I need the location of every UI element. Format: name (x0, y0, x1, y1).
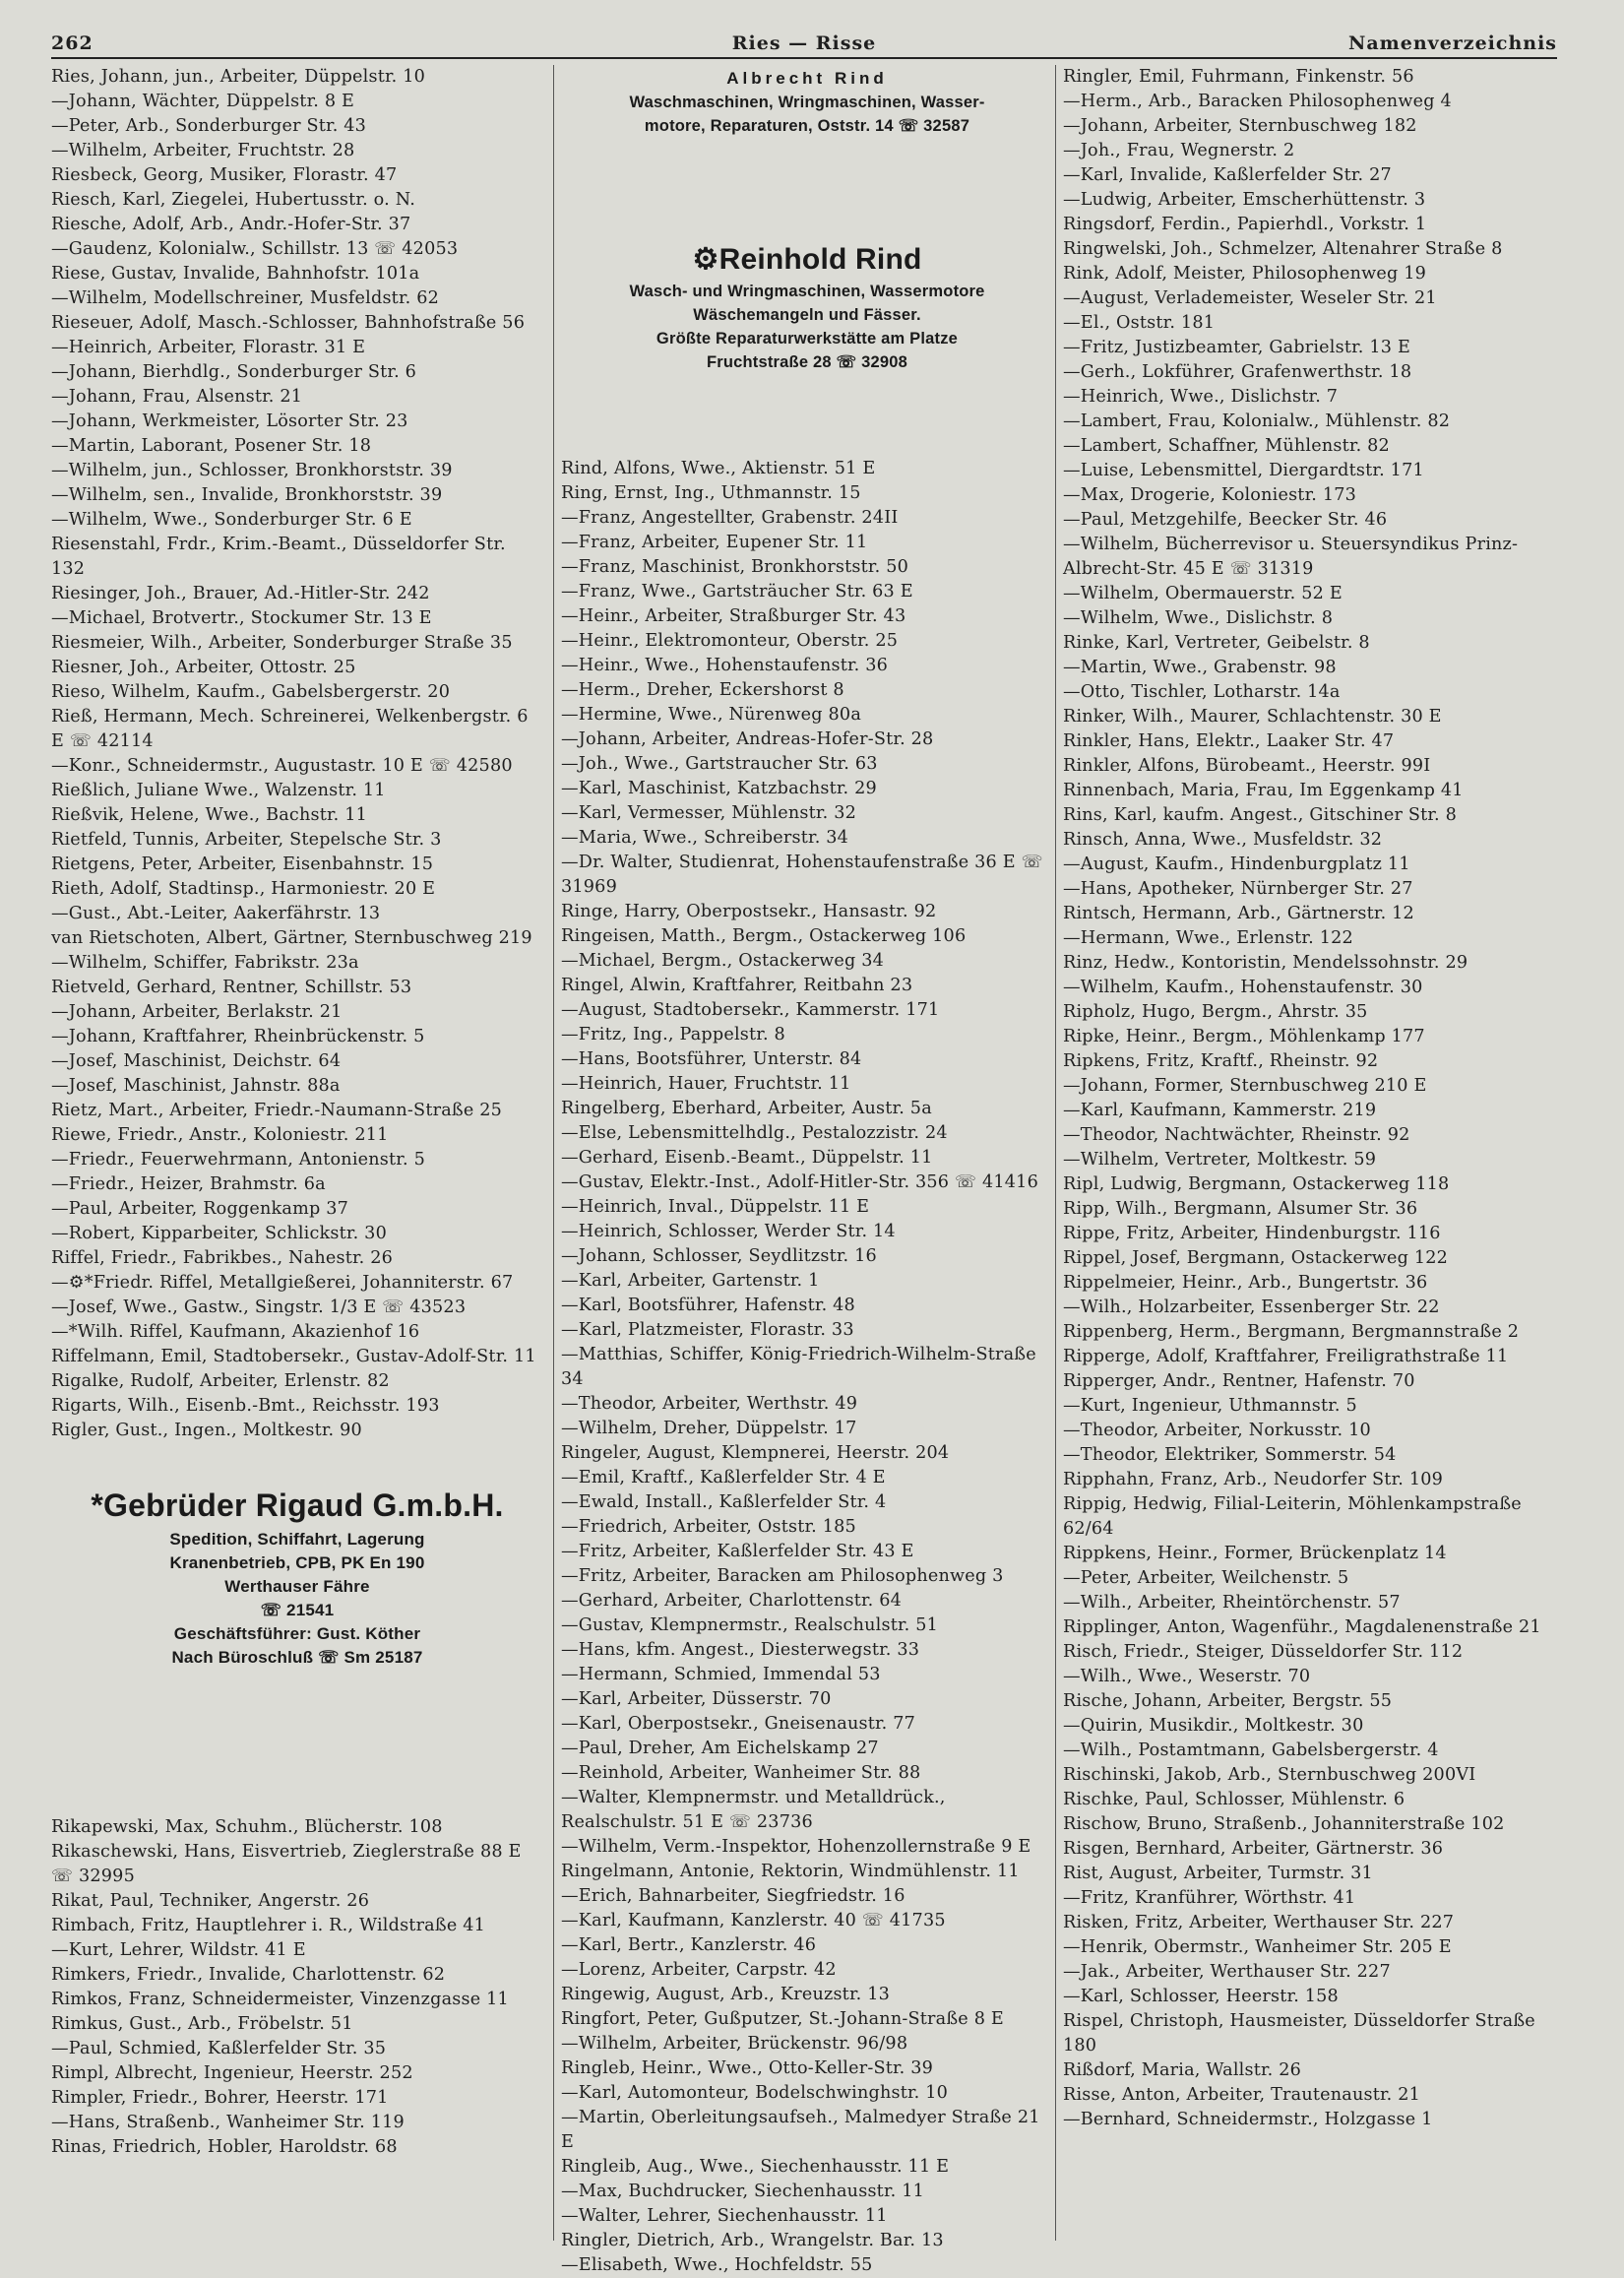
directory-entry: Ripholz, Hugo, Bergm., Ahrstr. 35 (1063, 1002, 1368, 1022)
directory-entry: —Joh., Frau, Wegnerstr. 2 (1063, 141, 1295, 160)
directory-entry: —Hermine, Wwe., Nürenweg 80a (561, 705, 862, 725)
directory-entry: —Otto, Tischler, Lotharstr. 14a (1063, 682, 1341, 702)
directory-entry: —⚙*Friedr. Riffel, Metallgießerei, Johanniterstr. 67 (51, 1273, 514, 1293)
directory-entry: —Bernhard, Schneidermstr., Holzgasse 1 (1063, 2110, 1433, 2129)
directory-entry: —Wilhelm, Schiffer, Fabrikstr. 23a (51, 953, 359, 973)
directory-entry: —Paul, Metzgehilfe, Beecker Str. 46 (1063, 510, 1388, 530)
directory-entry: —Peter, Arbeiter, Weilchenstr. 5 (1063, 1568, 1349, 1588)
directory-entry: —Elisabeth, Wwe., Hochfeldstr. 55 (561, 2255, 873, 2275)
directory-entry: —Fritz, Justizbeamter, Gabrielstr. 13 E (1063, 338, 1410, 357)
directory-entry: —Heinr., Elektromonteur, Oberstr. 25 (561, 631, 899, 651)
directory-entry: Rinkler, Hans, Elektr., Laaker Str. 47 (1063, 731, 1395, 751)
directory-entry: Rigarts, Wilh., Eisenb.-Bmt., Reichsstr. 193 (51, 1396, 440, 1416)
ad-line: Nach Büroschluß ☏ Sm 25187 (171, 1648, 423, 1667)
directory-entry: Rietz, Mart., Arbeiter, Friedr.-Naumann-Straße 25 (51, 1101, 503, 1120)
ad-line: Größte Reparaturwerkstätte am Platze (656, 330, 959, 348)
directory-entry: Ringler, Dietrich, Arb., Wrangelstr. Bar. 13 (561, 2231, 944, 2250)
directory-entry: Rieseuer, Adolf, Masch.-Schlosser, Bahnhofstraße 56 (51, 313, 526, 333)
directory-entry: —Wilhelm, Dreher, Düppelstr. 17 (561, 1419, 857, 1438)
directory-entry: —August, Verlademeister, Weseler Str. 21 (1063, 288, 1437, 308)
directory-entry: Rind, Alfons, Wwe., Aktienstr. 51 E (561, 459, 876, 478)
directory-entry: —Luise, Lebensmittel, Diergardtstr. 171 (1063, 461, 1424, 480)
directory-entry: Riesch, Karl, Ziegelei, Hubertusstr. o. N. (51, 190, 416, 210)
directory-entry: Risken, Fritz, Arbeiter, Werthauser Str. 227 (1063, 1913, 1455, 1932)
column-3 (1063, 65, 1555, 2241)
directory-entry: Rins, Karl, kaufm. Angest., Gitschiner Str. 8 (1063, 805, 1458, 825)
advertisement-reinhold-rind (561, 240, 1053, 457)
ad-line: Geschäftsführer: Gust. Köther (173, 1624, 421, 1643)
directory-entry: —Wilhelm, Modellschreiner, Musfeldstr. 62 (51, 288, 439, 308)
directory-entry: —Robert, Kipparbeiter, Schlickstr. 30 (51, 1224, 387, 1243)
directory-entry: Rimkers, Friedr., Invalide, Charlottenstr. 62 (51, 1965, 446, 1985)
directory-entry: Ringe, Harry, Oberpostsekr., Hansastr. 92 (561, 902, 937, 921)
directory-entry: Rintsch, Hermann, Arb., Gärtnerstr. 12 (1063, 904, 1414, 923)
directory-entry: Rietfeld, Tunnis, Arbeiter, Stepelsche Str. 3 (51, 830, 442, 850)
directory-entry: Ringler, Emil, Fuhrmann, Finkenstr. 56 (1063, 67, 1414, 87)
ad-line: Kranenbetrieb, CPB, PK En 190 (169, 1553, 425, 1572)
ad-firm-name: *Gebrüder Rigaud G.m.b.H. (91, 1487, 504, 1523)
directory-entry: Rießvik, Helene, Wwe., Bachstr. 11 (51, 805, 368, 825)
directory-entry: Riffelmann, Emil, Stadtobersekr., Gustav-Adolf-Str. 11 (51, 1347, 536, 1366)
directory-entry: —Josef, Wwe., Gastw., Singstr. 1/3 E ☏ 43523 (51, 1297, 467, 1317)
directory-entry: Rischow, Bruno, Straßenb., Johanniterstraße 102 (1063, 1814, 1505, 1834)
directory-entry: —Heinr., Arbeiter, Straßburger Str. 43 (561, 606, 906, 626)
directory-entry: —Franz, Maschinist, Bronkhorststr. 50 (561, 557, 908, 577)
directory-entry: Rischinski, Jakob, Arb., Sternbuschweg 200VI (1063, 1765, 1476, 1785)
directory-entry: Rießlich, Juliane Wwe., Walzenstr. 11 (51, 781, 386, 800)
directory-entry: —Fritz, Arbeiter, Baracken am Philosophenweg 3 (561, 1566, 1004, 1586)
directory-entry: —Gerhard, Arbeiter, Charlottenstr. 64 (561, 1591, 903, 1611)
directory-entry: Rinsch, Anna, Wwe., Musfeldstr. 32 (1063, 830, 1383, 850)
ad-line: ☏ 21541 (260, 1601, 335, 1619)
directory-entry: —Karl, Automonteur, Bodelschwinghstr. 10 (561, 2083, 949, 2103)
directory-entry: Rippenberg, Herm., Bergmann, Bergmannstraße 2 (1063, 1322, 1520, 1342)
directory-entry: —Gerhard, Eisenb.-Beamt., Düppelstr. 11 (561, 1148, 933, 1168)
directory-entry: —Hans, kfm. Angest., Diesterwegstr. 33 (561, 1640, 920, 1660)
ad-firm-text: Reinhold Rind (718, 243, 922, 276)
directory-entry: Rieth, Adolf, Stadtinsp., Harmoniestr. 20 E (51, 879, 436, 899)
directory-entry: Ringewig, August, Arb., Kreuzstr. 13 (561, 1985, 890, 2004)
directory-entry: —Wilhelm, Obermauerstr. 52 E (1063, 584, 1343, 603)
directory-entry: Risse, Anton, Arbeiter, Trautenaustr. 21 (1063, 2085, 1421, 2105)
directory-entry: —Kurt, Ingenieur, Uthmannstr. 5 (1063, 1396, 1357, 1416)
directory-entry: Riewe, Friedr., Anstr., Koloniestr. 211 (51, 1125, 389, 1145)
directory-entry: —Karl, Bertr., Kanzlerstr. 46 (561, 1935, 817, 1955)
directory-entry: —Ludwig, Arbeiter, Emscherhüttenstr. 3 (1063, 190, 1426, 210)
directory-entry: —Karl, Arbeiter, Gartenstr. 1 (561, 1271, 820, 1291)
directory-entry: Risch, Friedr., Steiger, Düsseldorfer Str. 112 (1063, 1642, 1464, 1662)
entry-list (1063, 65, 1555, 2132)
directory-entry: —Wilhelm, Arbeiter, Fruchtstr. 28 (51, 141, 355, 160)
directory-entry: —Wilhelm, Wwe., Dislichstr. 8 (1063, 608, 1334, 628)
directory-entry: —Fritz, Arbeiter, Kaßlerfelder Str. 43 E (561, 1542, 914, 1561)
directory-entry: —Max, Buchdrucker, Siechenhausstr. 11 (561, 2182, 924, 2201)
directory-entry: —Karl, Bootsführer, Hafenstr. 48 (561, 1296, 855, 1315)
directory-entry: Rispel, Christoph, Hausmeister, Düsseldorfer Straße 180 (1063, 2011, 1535, 2056)
directory-entry: —Theodor, Elektriker, Sommerstr. 54 (1063, 1445, 1397, 1465)
column-2 (561, 65, 1053, 2275)
directory-entry: Rippel, Josef, Bergmann, Ostackerweg 122 (1063, 1248, 1449, 1268)
directory-entry: Ringwelski, Joh., Schmelzer, Altenahrer Straße 8 (1063, 239, 1503, 259)
directory-entry: —Karl, Kaufmann, Kammerstr. 219 (1063, 1101, 1377, 1120)
directory-entry: —Peter, Arb., Sonderburger Str. 43 (51, 116, 367, 136)
directory-entry: Rißdorf, Maria, Wallstr. 26 (1063, 2060, 1302, 2080)
page-header (51, 26, 1557, 59)
directory-entry: —Johann, Wächter, Düppelstr. 8 E (51, 92, 355, 111)
directory-entry: —Wilh., Postamtmann, Gabelsbergerstr. 4 (1063, 1740, 1439, 1760)
directory-entry: Ripplinger, Anton, Wagenführ., Magdalenenstraße 21 (1063, 1617, 1541, 1637)
directory-entry: Rimpl, Albrecht, Ingenieur, Heerstr. 252 (51, 2063, 413, 2083)
directory-entry: —Paul, Dreher, Am Eichelskamp 27 (561, 1739, 879, 1758)
directory-entry: —Johann, Arbeiter, Andreas-Hofer-Str. 28 (561, 729, 934, 749)
directory-entry: —Wilhelm, Kaufm., Hohenstaufenstr. 30 (1063, 978, 1423, 997)
directory-entry: —Karl, Kaufmann, Kanzlerstr. 40 ☏ 41735 (561, 1911, 946, 1930)
directory-entry: Ringelberg, Eberhard, Arbeiter, Austr. 5a (561, 1099, 932, 1118)
directory-entry: —Karl, Maschinist, Katzbachstr. 29 (561, 779, 877, 798)
directory-entry: —Walter, Klempnermstr. und Metalldrück., Realschulstr. 51 E ☏ 23736 (561, 1788, 946, 1832)
directory-entry: —Martin, Wwe., Grabenstr. 98 (1063, 658, 1337, 677)
directory-entry: —Lambert, Schaffner, Mühlenstr. 82 (1063, 436, 1390, 456)
directory-entry: Riesmeier, Wilh., Arbeiter, Sonderburger Straße 35 (51, 633, 513, 653)
directory-entry: —Johann, Werkmeister, Lösorter Str. 23 (51, 411, 408, 431)
directory-entry: —Karl, Schlosser, Heerstr. 158 (1063, 1987, 1339, 2006)
directory-entry: —Hans, Apotheker, Nürnberger Str. 27 (1063, 879, 1413, 899)
directory-entry: Ringelmann, Antonie, Rektorin, Windmühlenstr. 11 (561, 1862, 1020, 1881)
directory-entry: —Gerh., Lokführer, Grafenwerthstr. 18 (1063, 362, 1412, 382)
ad-line: motore, Reparaturen, Oststr. 14 ☏ 32587 (644, 117, 970, 135)
directory-entry: Risgen, Bernhard, Arbeiter, Gärtnerstr. 36 (1063, 1839, 1444, 1859)
directory-entry: —Johann, Schlosser, Seydlitzstr. 16 (561, 1246, 877, 1266)
directory-entry: —Gustav, Elektr.-Inst., Adolf-Hitler-Str. 356 ☏ 41416 (561, 1172, 1038, 1192)
directory-entry: —Emil, Kraftf., Kaßlerfelder Str. 4 E (561, 1468, 886, 1487)
directory-entry: Ringfort, Peter, Gußputzer, St.-Johann-Straße 8 E (561, 2009, 1004, 2029)
directory-entry: —Herm., Dreher, Eckershorst 8 (561, 680, 844, 700)
directory-entry: —Heinrich, Wwe., Dislichstr. 7 (1063, 387, 1339, 407)
directory-entry: Ringel, Alwin, Kraftfahrer, Reitbahn 23 (561, 976, 913, 995)
directory-entry: —Karl, Vermesser, Mühlenstr. 32 (561, 803, 856, 823)
directory-entry: Rieß, Hermann, Mech. Schreinerei, Welkenbergstr. 6 E ☏ 42114 (51, 707, 529, 751)
directory-entry: —Paul, Schmied, Kaßlerfelder Str. 35 (51, 2039, 387, 2058)
directory-entry: Ringleib, Aug., Wwe., Siechenhausstr. 11 E (561, 2157, 950, 2177)
directory-entry: —Heinrich, Inval., Düppelstr. 11 E (561, 1197, 870, 1217)
directory-entry: —Dr. Walter, Studienrat, Hohenstaufenstraße 36 E ☏ 31969 (561, 853, 1043, 897)
directory-entry: Rische, Johann, Arbeiter, Bergstr. 55 (1063, 1691, 1393, 1711)
directory-entry: —Max, Drogerie, Koloniestr. 173 (1063, 485, 1357, 505)
entry-list (561, 457, 1053, 2278)
ad-line: Werthauser Fähre (224, 1577, 370, 1596)
directory-entry: —Wilhelm, Bücherrevisor u. Steuersyndikus Prinz-Albrecht-Str. 45 E ☏ 31319 (1063, 535, 1519, 579)
directory-entry: Rinke, Karl, Vertreter, Geibelstr. 8 (1063, 633, 1370, 653)
directory-entry: —August, Kaufm., Hindenburgplatz 11 (1063, 854, 1410, 874)
directory-entry: —Heinrich, Hauer, Fruchtstr. 11 (561, 1074, 851, 1094)
directory-entry: Rist, August, Arbeiter, Turmstr. 31 (1063, 1864, 1373, 1883)
directory-entry: Rinker, Wilh., Maurer, Schlachtenstr. 30 E (1063, 707, 1442, 727)
directory-entry: —Michael, Brotvertr., Stockumer Str. 13 E (51, 608, 432, 628)
directory-entry: Ripperge, Adolf, Kraftfahrer, Freiligrathstraße 11 (1063, 1347, 1509, 1366)
directory-entry: —August, Stadtobersekr., Kammerstr. 171 (561, 1000, 940, 1020)
directory-entry: Rikapewski, Max, Schuhm., Blücherstr. 108 (51, 1817, 443, 1837)
directory-entry: Rippig, Hedwig, Filial-Leiterin, Möhlenkampstraße 62/64 (1063, 1494, 1522, 1539)
directory-entry: Riffel, Friedr., Fabrikbes., Nahestr. 26 (51, 1248, 394, 1268)
directory-entry: Riesenstahl, Frdr., Krim.-Beamt., Düsseldorfer Str. 132 (51, 535, 506, 579)
directory-entry: —Wilhelm, Vertreter, Moltkestr. 59 (1063, 1150, 1377, 1170)
directory-entry: Rimpler, Friedr., Bohrer, Heerstr. 171 (51, 2088, 389, 2108)
directory-entry: —Martin, Oberleitungsaufseh., Malmedyer Straße 21 E (561, 2108, 1040, 2152)
directory-entry: Ripl, Ludwig, Bergmann, Ostackerweg 118 (1063, 1174, 1450, 1194)
entry-list (51, 1815, 543, 2160)
section-title: Namenverzeichnis (1347, 32, 1557, 54)
directory-entry: —Ewald, Install., Kaßlerfelder Str. 4 (561, 1492, 887, 1512)
directory-entry: Rinas, Friedrich, Hobler, Haroldstr. 68 (51, 2137, 398, 2157)
directory-entry: —Franz, Wwe., Gartsträucher Str. 63 E (561, 582, 913, 601)
directory-entry: Rikaschewski, Hans, Eisvertrieb, Zieglerstraße 88 E ☏ 32995 (51, 1842, 522, 1886)
directory-entry: —Wilhelm, Verm.-Inspektor, Hohenzollernstraße 9 E (561, 1837, 1031, 1857)
directory-entry: —Wilh., Holzarbeiter, Essenberger Str. 22 (1063, 1297, 1440, 1317)
directory-entry: Rippelmeier, Heinr., Arb., Bungertstr. 36 (1063, 1273, 1428, 1293)
advertisement-rigaud (51, 1483, 543, 1815)
directory-entry: —Hans, Bootsführer, Unterstr. 84 (561, 1049, 862, 1069)
directory-entry: Rimkos, Franz, Schneidermeister, Vinzenzgasse 11 (51, 1990, 509, 2009)
directory-entry: Ripphahn, Franz, Arb., Neudorfer Str. 109 (1063, 1470, 1444, 1489)
directory-entry: —Jak., Arbeiter, Werthauser Str. 227 (1063, 1962, 1391, 1982)
directory-entry: —Johann, Arbeiter, Sternbuschweg 182 (1063, 116, 1417, 136)
directory-entry: —Gustav, Klempnermstr., Realschulstr. 51 (561, 1615, 939, 1635)
directory-entry: —Franz, Angestellter, Grabenstr. 24II (561, 508, 899, 528)
directory-entry: —Wilhelm, Wwe., Sonderburger Str. 6 E (51, 510, 412, 530)
page-number: 262 (51, 32, 94, 54)
directory-entry: —Erich, Bahnarbeiter, Siegfriedstr. 16 (561, 1886, 906, 1906)
directory-entry: Rieso, Wilhelm, Kaufm., Gabelsbergerstr. 20 (51, 682, 451, 702)
directory-entry: —Wilh., Arbeiter, Rheintörchenstr. 57 (1063, 1593, 1401, 1613)
directory-entry: Riesche, Adolf, Arb., Andr.-Hofer-Str. 37 (51, 215, 411, 234)
directory-entry: —Hermann, Schmied, Immendal 53 (561, 1665, 881, 1684)
directory-entry: Rimkus, Gust., Arb., Fröbelstr. 51 (51, 2014, 353, 2034)
directory-entry: —Friedr., Heizer, Brahmstr. 6a (51, 1174, 326, 1194)
ad-line: Wasch- und Wringmaschinen, Wassermotore (629, 283, 985, 300)
directory-entry: —Heinr., Wwe., Hohenstaufenstr. 36 (561, 656, 889, 675)
ad-line: Wäschemangeln und Fässer. (693, 306, 921, 324)
directory-entry: —Heinrich, Schlosser, Werder Str. 14 (561, 1222, 896, 1241)
directory-entry: —Konr., Schneidermstr., Augustastr. 10 E ☏ 42580 (51, 756, 513, 776)
directory-entry: —Karl, Oberpostsekr., Gneisenaustr. 77 (561, 1714, 916, 1734)
directory-entry: —Wilhelm, sen., Invalide, Bronkhorststr. 39 (51, 485, 443, 505)
directory-entry: Ripkens, Fritz, Kraftf., Rheinstr. 92 (1063, 1051, 1379, 1071)
directory-entry: —Johann, Bierhdlg., Sonderburger Str. 6 (51, 362, 417, 382)
directory-entry: Riesbeck, Georg, Musiker, Florastr. 47 (51, 165, 398, 185)
directory-entry: —Wilhelm, Arbeiter, Brückenstr. 96/98 (561, 2034, 908, 2054)
directory-entry: Ringeisen, Matth., Bergm., Ostackerweg 106 (561, 926, 967, 946)
directory-entry: Ries, Johann, jun., Arbeiter, Düppelstr. 10 (51, 67, 426, 87)
directory-entry: —Friedr., Feuerwehrmann, Antonienstr. 5 (51, 1150, 425, 1170)
directory-entry: —Reinhold, Arbeiter, Wanheimer Str. 88 (561, 1763, 921, 1783)
directory-entry: —Else, Lebensmittelhdlg., Pestalozzistr. 24 (561, 1123, 948, 1143)
directory-entry: —Josef, Maschinist, Jahnstr. 88a (51, 1076, 341, 1096)
directory-entry: —Karl, Invalide, Kaßlerfelder Str. 27 (1063, 165, 1392, 185)
column-1 (51, 65, 543, 2241)
directory-entry: —Theodor, Arbeiter, Norkusstr. 10 (1063, 1421, 1371, 1440)
directory-entry: —Heinrich, Arbeiter, Florastr. 31 E (51, 338, 366, 357)
directory-entry: Rinnenbach, Maria, Frau, Im Eggenkamp 41 (1063, 781, 1464, 800)
directory-entry: —Fritz, Ing., Pappelstr. 8 (561, 1025, 785, 1044)
directory-entry: —Paul, Arbeiter, Roggenkamp 37 (51, 1199, 349, 1219)
directory-entry: Riesinger, Joh., Brauer, Ad.-Hitler-Str. 242 (51, 584, 430, 603)
directory-entry: —Joh., Wwe., Gartstraucher Str. 63 (561, 754, 878, 774)
directory-entry: —Walter, Lehrer, Siechenhausstr. 11 (561, 2206, 888, 2226)
directory-entry: Ring, Ernst, Ing., Uthmannstr. 15 (561, 483, 861, 503)
directory-entry: Riese, Gustav, Invalide, Bahnhofstr. 101a (51, 264, 420, 284)
directory-entry: —Franz, Arbeiter, Eupener Str. 11 (561, 533, 868, 552)
directory-entry: Rink, Adolf, Meister, Philosophenweg 19 (1063, 264, 1427, 284)
gear-icon: ⚙ (692, 243, 719, 276)
directory-entry: —Johann, Arbeiter, Berlakstr. 21 (51, 1002, 343, 1022)
directory-entry: —Michael, Bergm., Ostackerweg 34 (561, 951, 885, 971)
directory-entry: Rippe, Fritz, Arbeiter, Hindenburgstr. 116 (1063, 1224, 1441, 1243)
ad-firm-name (561, 240, 1053, 280)
directory-entry: —El., Oststr. 181 (1063, 313, 1216, 333)
directory-entry: Ripke, Heinr., Bergm., Möhlenkamp 177 (1063, 1027, 1425, 1046)
directory-entry: —Theodor, Nachtwächter, Rheinstr. 92 (1063, 1125, 1410, 1145)
directory-entry: Rietgens, Peter, Arbeiter, Eisenbahnstr. 15 (51, 854, 434, 874)
directory-entry: —Karl, Arbeiter, Düsserstr. 70 (561, 1689, 832, 1709)
directory-entry: —Henrik, Obermstr., Wanheimer Str. 205 E (1063, 1937, 1452, 1957)
directory-entry: —Wilhelm, jun., Schlosser, Bronkhorststr. 39 (51, 461, 453, 480)
directory-entry: Ripperger, Andr., Rentner, Hafenstr. 70 (1063, 1371, 1415, 1391)
directory-entry: —Martin, Laborant, Posener Str. 18 (51, 436, 372, 456)
directory-entry: Rinz, Hedw., Kontoristin, Mendelssohnstr. 29 (1063, 953, 1468, 973)
ad-line: Waschmaschinen, Wringmaschinen, Wasser- (629, 94, 985, 111)
directory-entry: van Rietschoten, Albert, Gärtner, Sternbuschweg 219 (51, 928, 532, 948)
ad-firm-name: Albrecht Rind (726, 69, 888, 88)
directory-entry: —Johann, Kraftfahrer, Rheinbrückenstr. 5 (51, 1027, 425, 1046)
directory-entry: —Maria, Wwe., Schreiberstr. 34 (561, 828, 849, 848)
directory-entry: —Johann, Frau, Alsenstr. 21 (51, 387, 303, 407)
directory-entry: —Wilh., Wwe., Weserstr. 70 (1063, 1667, 1311, 1686)
directory-entry: —Lambert, Frau, Kolonialw., Mühlenstr. 82 (1063, 411, 1451, 431)
directory-entry: —Matthias, Schiffer, König-Friedrich-Wilhelm-Straße 34 (561, 1345, 1036, 1389)
directory-entry: Rimbach, Fritz, Hauptlehrer i. R., Wildstraße 41 (51, 1916, 486, 1935)
directory-entry: —Kurt, Lehrer, Wildstr. 41 E (51, 1940, 306, 1960)
directory-entry: —Quirin, Musikdir., Moltkestr. 30 (1063, 1716, 1364, 1736)
directory-entry: —Gaudenz, Kolonialw., Schillstr. 13 ☏ 42053 (51, 239, 459, 259)
directory-entry: —Johann, Former, Sternbuschweg 210 E (1063, 1076, 1427, 1096)
directory-entry: Ripp, Wilh., Bergmann, Alsumer Str. 36 (1063, 1199, 1418, 1219)
advertisement-albrecht-rind (561, 65, 1053, 240)
page-title: Ries — Risse (731, 32, 877, 54)
directory-entry: —Herm., Arb., Baracken Philosophenweg 4 (1063, 92, 1452, 111)
directory-entry: —Lorenz, Arbeiter, Carpstr. 42 (561, 1960, 837, 1980)
ad-line: Spedition, Schiffahrt, Lagerung (169, 1530, 425, 1549)
directory-entry: Ringeler, August, Klempnerei, Heerstr. 204 (561, 1443, 950, 1463)
directory-entry: Rigler, Gust., Ingen., Moltkestr. 90 (51, 1421, 362, 1440)
directory-entry: Rischke, Paul, Schlosser, Mühlenstr. 6 (1063, 1790, 1405, 1809)
entry-list (51, 65, 543, 1443)
directory-entry: Ringsdorf, Ferdin., Papierhdl., Vorkstr. 1 (1063, 215, 1427, 234)
directory-entry: Rietveld, Gerhard, Rentner, Schillstr. 53 (51, 978, 412, 997)
directory-entry: —Gust., Abt.-Leiter, Aakerfährstr. 13 (51, 904, 381, 923)
directory-entry: —Fritz, Kranführer, Wörthstr. 41 (1063, 1888, 1356, 1908)
directory-entry: Rinkler, Alfons, Bürobeamt., Heerstr. 99I (1063, 756, 1431, 776)
directory-entry: Ringleb, Heinr., Wwe., Otto-Keller-Str. 39 (561, 2058, 934, 2078)
directory-entry: Rikat, Paul, Techniker, Angerstr. 26 (51, 1891, 370, 1911)
ad-line: Fruchtstraße 28 ☏ 32908 (706, 353, 908, 371)
directory-entry: —Friedrich, Arbeiter, Oststr. 185 (561, 1517, 856, 1537)
directory-entry: —Hans, Straßenb., Wanheimer Str. 119 (51, 2113, 405, 2132)
directory-entry: —Theodor, Arbeiter, Werthstr. 49 (561, 1394, 858, 1414)
directory-entry: —Hermann, Wwe., Erlenstr. 122 (1063, 928, 1353, 948)
directory-entry: Rippkens, Heinr., Former, Brückenplatz 14 (1063, 1544, 1447, 1563)
directory-entry: Riesner, Joh., Arbeiter, Ottostr. 25 (51, 658, 356, 677)
directory-entry: Rigalke, Rudolf, Arbeiter, Erlenstr. 82 (51, 1371, 390, 1391)
directory-entry: —Karl, Platzmeister, Florastr. 33 (561, 1320, 854, 1340)
directory-entry: —Josef, Maschinist, Deichstr. 64 (51, 1051, 342, 1071)
directory-entry: —*Wilh. Riffel, Kaufmann, Akazienhof 16 (51, 1322, 420, 1342)
